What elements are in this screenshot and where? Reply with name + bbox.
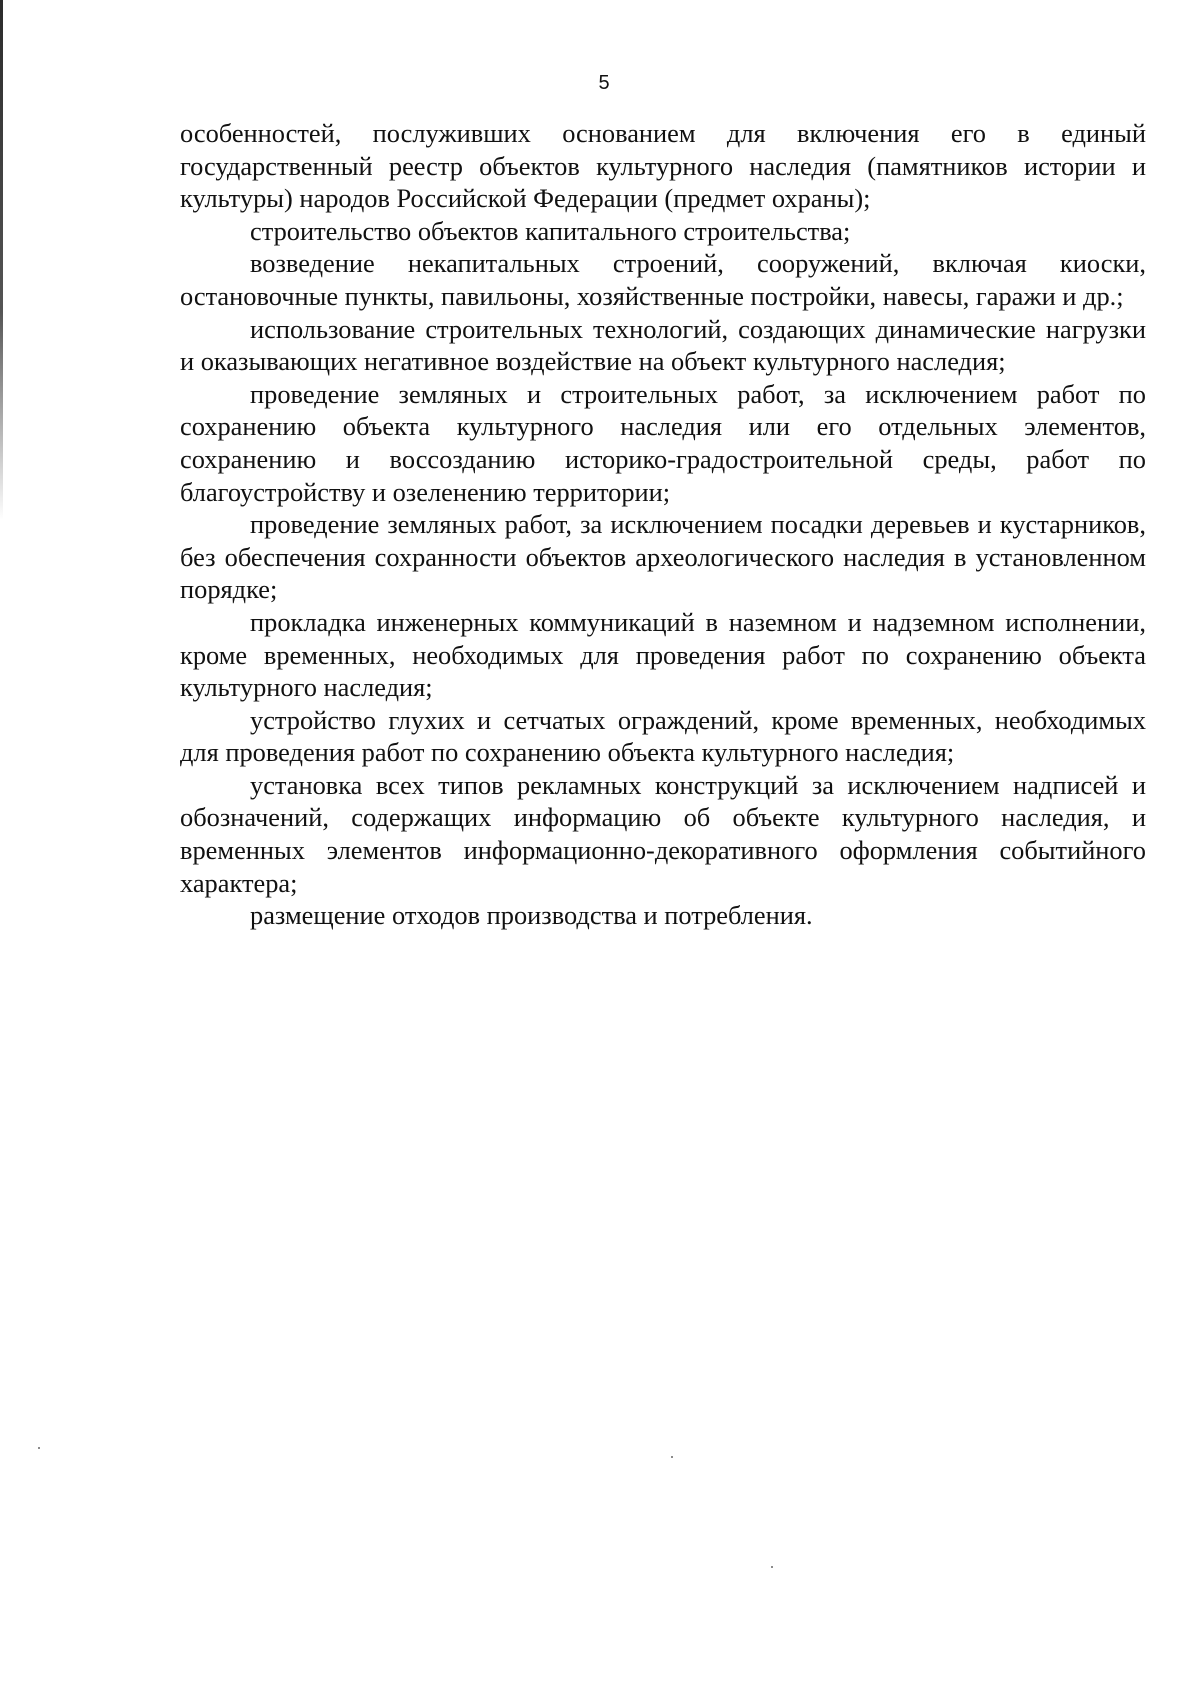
scan-speck [771,1566,773,1568]
paragraph-list-item: строительство объектов капитального строительства; [250,215,851,246]
scan-speck [671,1456,673,1458]
document-body [180,117,1146,932]
paragraph-list-item: возведение некапитальных строений, сооружений, включая киоски, остановочные пункты, павильоны, хозяйственные постройки, навесы, гаражи и др.; [180,248,1146,311]
paragraph-list-item: устройство глухих и сетчатых ограждений, кроме временных, необходимых для проведения работ по сохранению объекта культурного наследия; [180,704,1146,768]
paragraph-list-item: проведение земляных и строительных работ, за исключением работ по сохранению объекта культурного наследия или его отдельных элементов, сохранению и воссозданию историко-градостроительной среды, работ по благоустройству и озеленению территории; [180,378,1146,507]
paragraph-list-item: проведение земляных работ, за исключением посадки деревьев и кустарников, без обеспечения сохранности объектов археологического наследия в установленном порядке; [180,509,1146,605]
paragraph-list-item: прокладка инженерных коммуникаций в наземном и надземном исполнении, кроме временных, необходимых для проведения работ по сохранению объекта культурного наследия; [180,606,1146,703]
paragraph-list-item: размещение отходов производства и потребления. [250,900,813,931]
page-number-text: 5 [598,72,610,94]
paragraph-list-item: установка всех типов рекламных конструкций за исключением надписей и обозначений, содержащих информацию об объекте культурного наследия, и временных элементов информационно-декоративного оформления событийного характера; [180,769,1146,898]
scan-speck [38,1447,40,1449]
page-number [60,72,1200,95]
scan-edge-shadow [0,0,3,520]
paragraph-list-item: использование строительных технологий, создающих динамические нагрузки и оказывающих негативное воздействие на объект культурного наследия; [180,313,1146,377]
paragraph-continuation: особенностей, послуживших основанием для включения его в единый государственный реестр объектов культурного наследия (памятников истории и культуры) народов Российской Федерации (предмет охраны); [180,118,1146,214]
